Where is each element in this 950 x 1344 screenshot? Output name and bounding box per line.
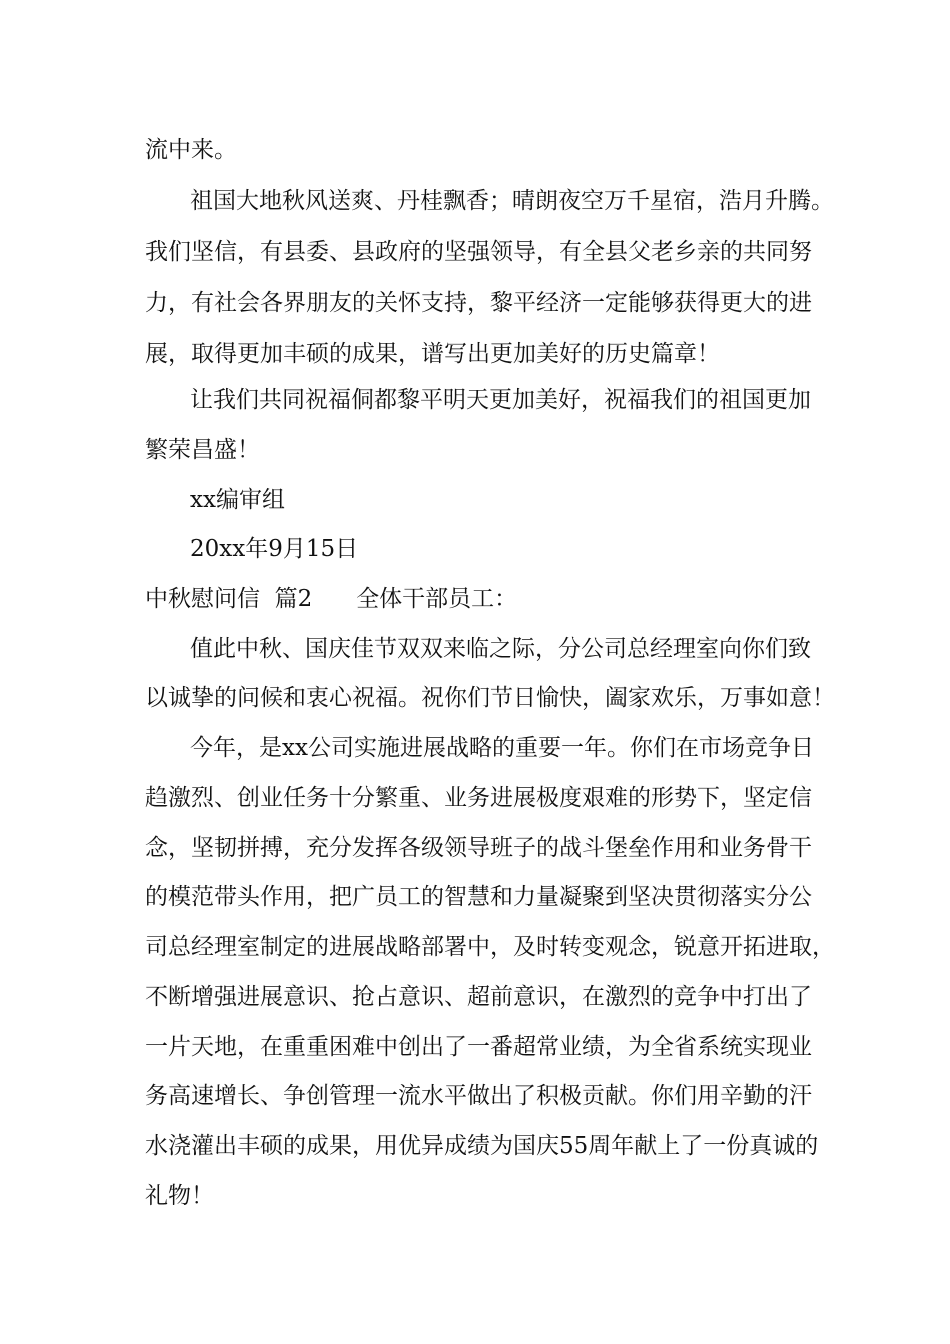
text-line: 流中来。: [145, 137, 237, 163]
text-line: 水浇灌出丰硕的成果，用优异成绩为国庆55周年献上了一份真诚的: [145, 1133, 819, 1159]
text-line: 一片天地，在重重困难中创出了一番超常业绩，为全省系统实现业: [145, 1034, 812, 1060]
text-line: 的模范带头作用，把广员工的智慧和力量凝聚到坚决贯彻落实分公: [145, 884, 812, 910]
text-line: 务高速增长、争创管理一流水平做出了积极贡献。你们用辛勤的汗: [145, 1083, 812, 1109]
text-line: 今年，是xx公司实施进展战略的重要一年。你们在市场竞争日: [190, 735, 814, 761]
text-line: 展，取得更加丰硕的成果，谱写出更加美好的历史篇章！: [145, 341, 720, 367]
signature-line: xx编审组: [190, 487, 285, 513]
text-line: 念，坚韧拼搏，充分发挥各级领导班子的战斗堡垒作用和业务骨干: [145, 835, 812, 861]
text-line: 趋激烈、创业任务十分繁重、业务进展极度艰难的形势下，坚定信: [145, 785, 812, 811]
text-line: 让我们共同祝福侗都黎平明天更加美好，祝福我们的祖国更加: [190, 387, 811, 413]
date-line: 20xx年9月15日: [190, 536, 359, 562]
text-line: 司总经理室制定的进展战略部署中，及时转变观念，锐意开拓进取，: [145, 934, 835, 960]
text-line: 不断增强进展意识、抢占意识、超前意识，在激烈的竞争中打出了: [145, 984, 812, 1010]
text-line: 繁荣昌盛！: [145, 437, 260, 463]
text-line: 祖国大地秋风送爽、丹桂飘香；晴朗夜空万千星宿，浩月升腾。: [190, 188, 834, 214]
text-line: 礼物！: [145, 1183, 214, 1209]
text-line: 值此中秋、国庆佳节双双来临之际，分公司总经理室向你们致: [190, 636, 811, 662]
text-line: 以诚挚的问候和衷心祝福。祝你们节日愉快，阖家欢乐，万事如意！: [145, 685, 835, 711]
section-heading: 中秋慰问信 篇2 全体干部员工：: [145, 586, 518, 612]
text-line: 力，有社会各界朋友的关怀支持，黎平经济一定能够获得更大的进: [145, 290, 812, 316]
text-line: 我们坚信，有县委、县政府的坚强领导，有全县父老乡亲的共同努: [145, 239, 812, 265]
